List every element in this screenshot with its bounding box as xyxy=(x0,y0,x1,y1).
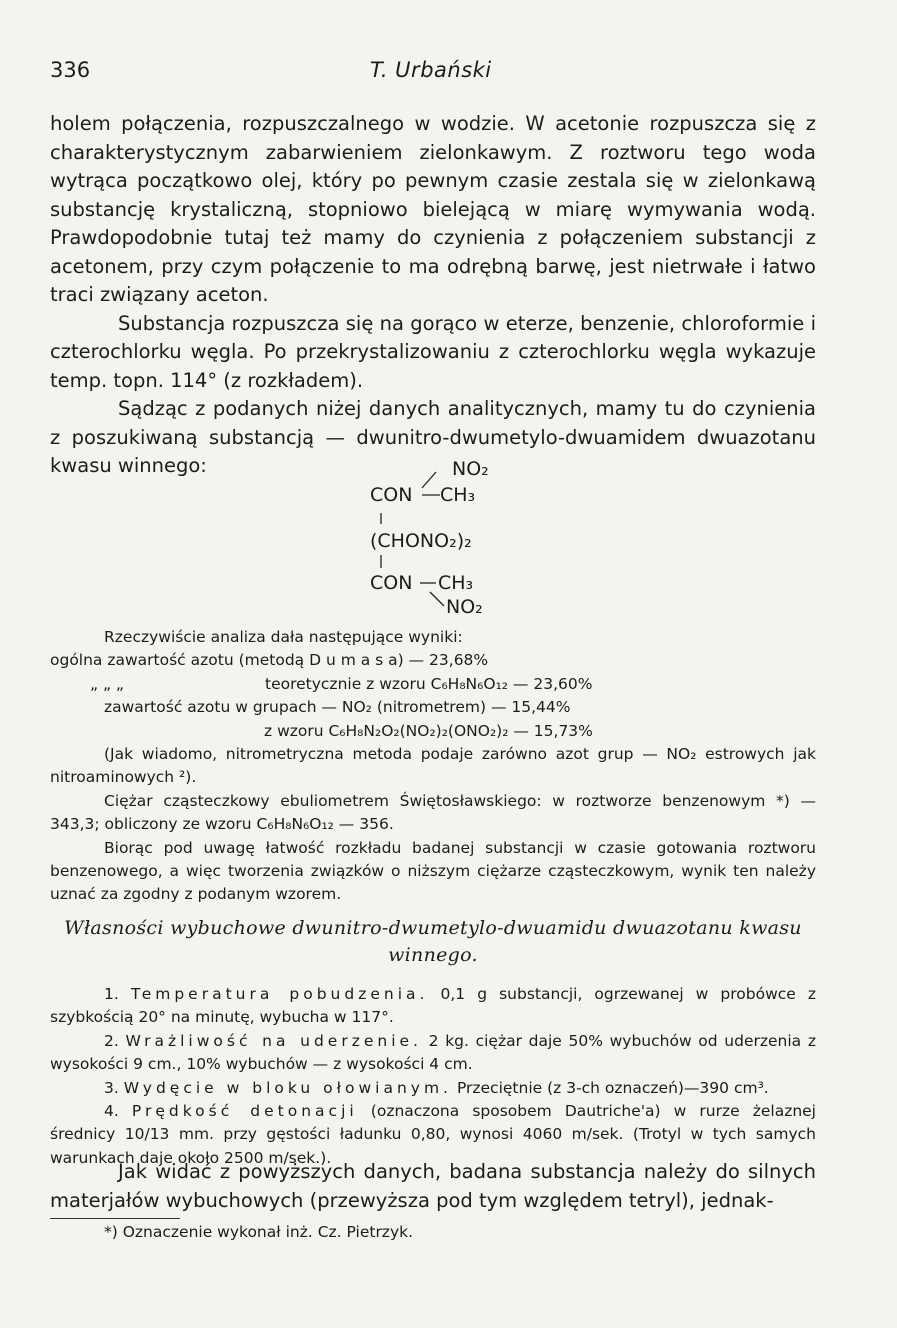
property-2-num: 2. xyxy=(104,1031,119,1050)
property-1-name: Temperatura pobudzenia. xyxy=(130,985,429,1003)
property-3-name: Wydęcie w bloku ołowianym. xyxy=(123,1078,452,1097)
property-4-num: 4. xyxy=(104,1102,119,1121)
footnote: *) Oznaczenie wykonał inż. Cz. Pietrzyk. xyxy=(104,1223,414,1241)
footnote-rule xyxy=(50,1218,180,1219)
paragraph-conclusion: Jak widać z powyższych danych, badana substancja należy do silnych materjałów wybuchowych (przewyższa pod tym względem tetryl), jednak- xyxy=(50,1160,816,1212)
property-2 xyxy=(50,1030,816,1077)
paragraph-solubility: Substancja rozpuszcza się na gorąco w eterze, benzenie, chloroformie i czterochlorku węgla. Po przekrystalizowaniu z czterochlorku węgla wykazuje temp. topn. 114° (z rozkładem). xyxy=(50,311,816,392)
property-4-name: Prędkość detonacji xyxy=(131,1102,358,1121)
property-1-text: 0,1 g substancji, ogrzewanej w probówce z szybkością 20° na minutę, wybucha w 117°. xyxy=(50,985,817,1027)
page-number: 336 xyxy=(50,58,91,82)
main-text-bottom xyxy=(50,1158,816,1215)
analysis-results xyxy=(50,626,816,907)
formula-ch3-top: CH₃ xyxy=(440,484,476,506)
formula-ch3-bottom: CH₃ xyxy=(438,572,474,594)
analysis-molecular-weight: Ciężar cząsteczkowy ebuliometrem Świętosławskiego: w roztworze benzenowym *) — 343,3; obliczony ze wzoru C₆H₈N₆O₁₂ — 356. xyxy=(50,791,816,834)
formula-con-top: CON xyxy=(370,484,413,506)
formula-chono2: (CHONO₂)₂ xyxy=(370,530,472,552)
property-1 xyxy=(50,983,816,1030)
section-title: Własności wybuchowe dwunitro-dwumetylo-dwuamidu dwuazotanu kwasu winnego. xyxy=(64,917,802,966)
property-3 xyxy=(50,1077,816,1100)
ditto-marks: „ „ „ xyxy=(90,674,124,693)
property-3-num: 3. xyxy=(104,1078,119,1097)
structural-formula xyxy=(370,458,570,618)
analysis-theoretical xyxy=(50,673,816,696)
analysis-total-nitrogen: ogólna zawartość azotu (metodą D u m a s a) — 23,68% xyxy=(50,651,489,670)
analysis-nitro-groups: zawartość azotu w grupach — NO₂ (nitrometrem) — 15,44% xyxy=(104,698,571,717)
formula-no2-top: NO₂ xyxy=(452,458,489,480)
paragraph-analysis-intro: Sądząc z podanych niżej danych analitycznych, mamy tu do czynienia z poszukiwaną substancją — dwunitro-dwumetylo-dwuamidem dwuazotanu kwasu winnego: xyxy=(50,397,816,477)
analysis-nitro-formula: z wzoru C₆H₈N₂O₂(NO₂)₂(ONO₂)₂ — 15,73% xyxy=(264,721,593,740)
analysis-conclusion: Biorąc pod uwagę łatwość rozkładu badanej substancji w czasie gotowania roztworu benzenowego, a więc tworzenia związków o niższym ciężarze cząsteczkowym, wynik ten należy uznać za zgodny z podanym wzorem. xyxy=(50,838,816,904)
running-header-author: T. Urbański xyxy=(370,58,492,82)
property-3-text: Przeciętnie (z 3-ch oznaczeń)—390 cm³. xyxy=(456,1078,769,1097)
property-2-text: 2 kg. ciężar daje 50% wybuchów od uderzenia z wysokości 9 cm., 10% wybuchów — z wysokości 4 cm. xyxy=(50,1031,816,1074)
formula-no2-bottom: NO₂ xyxy=(446,596,483,618)
main-text-top xyxy=(50,110,816,481)
property-4-text: (oznaczona sposobem Dautriche'a) w rurze żelaznej średnicy 10/13 mm. przy gęstości ładunku 0,80, wynosi 4060 m/sek. (Trotyl w tych samych warunkach daje około 2500 m/sek.). xyxy=(50,1102,816,1167)
analysis-theoretical-value: teoretycznie z wzoru C₆H₈N₆O₁₂ — 23,60% xyxy=(265,674,593,693)
analysis-note: (Jak wiadomo, nitrometryczna metoda podaje zarówno azot grup — NO₂ estrowych jak nitroaminowych ²). xyxy=(50,745,816,787)
analysis-intro: Rzeczywiście analiza dała następujące wyniki: xyxy=(104,628,463,646)
explosive-properties xyxy=(50,983,816,1170)
property-2-name: Wrażliwość na uderzenie. xyxy=(125,1031,422,1050)
paragraph-acetone: holem połączenia, rozpuszczalnego w wodzie. W acetonie rozpuszcza się z charakterystycznym zabarwieniem zielonkawym. Z roztworu tego woda wytrąca początkowo olej, który po pewnym czasie zestala się w zielonkawą substancję krystaliczną, stopniowo bielejącą w miarę wymywania wodą. Prawdopodobnie tutaj też mamy do czynienia z połączeniem substancji z acetonem, przy czym połączenie to ma odrębną barwę, jest nietrwałe i łatwo traci związany aceton. xyxy=(50,112,816,306)
property-1-num: 1. xyxy=(104,985,119,1003)
formula-con-bottom: CON xyxy=(370,572,413,594)
